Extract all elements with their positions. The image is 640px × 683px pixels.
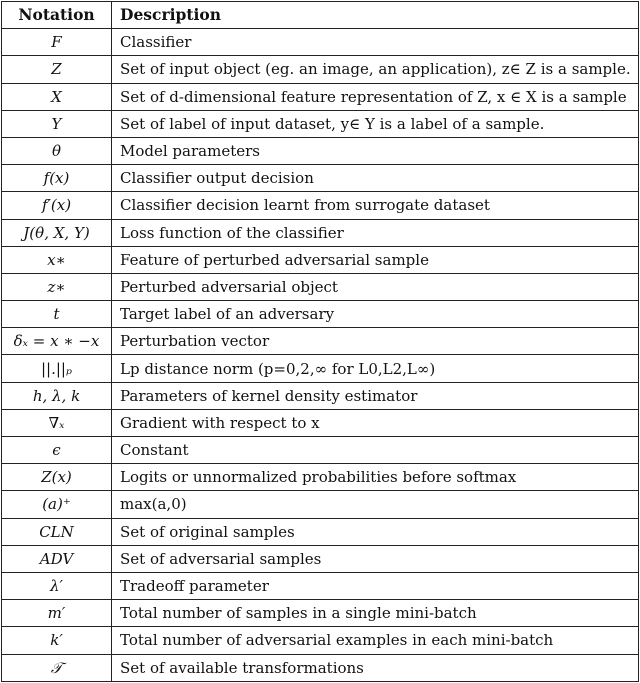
notation-cell: x∗: [2, 246, 112, 273]
description-cell: Loss function of the classifier: [112, 219, 639, 246]
notation-cell: θ: [2, 137, 112, 164]
notation-cell: ADV: [2, 545, 112, 572]
notation-cell: 𝒯: [2, 654, 112, 681]
description-cell: Target label of an adversary: [112, 301, 639, 328]
table-row: [2, 301, 639, 328]
description-cell: Total number of adversarial examples in each mini-batch: [112, 627, 639, 654]
description-cell: Classifier output decision: [112, 165, 639, 192]
table-row: [2, 110, 639, 137]
notation-cell: k′: [2, 627, 112, 654]
description-cell: Tradeoff parameter: [112, 572, 639, 599]
table-row: [2, 409, 639, 436]
table-body: [2, 29, 639, 682]
table-row: [2, 382, 639, 409]
table-row: [2, 56, 639, 83]
table-row: [2, 192, 639, 219]
description-cell: max(a,0): [112, 491, 639, 518]
description-cell: Set of adversarial samples: [112, 545, 639, 572]
description-cell: Classifier: [112, 29, 639, 56]
table-row: [2, 355, 639, 382]
table-row: [2, 137, 639, 164]
notation-cell: J(θ, X, Y): [2, 219, 112, 246]
notation-cell: h, λ, k: [2, 382, 112, 409]
description-cell: Gradient with respect to x: [112, 409, 639, 436]
description-cell: Logits or unnormalized probabilities before softmax: [112, 464, 639, 491]
notation-cell: Z: [2, 56, 112, 83]
notation-table: [1, 1, 639, 682]
notation-cell: m′: [2, 600, 112, 627]
table-row: [2, 518, 639, 545]
notation-cell: f(x): [2, 165, 112, 192]
notation-cell: λ′: [2, 572, 112, 599]
description-cell: Set of available transformations: [112, 654, 639, 681]
notation-cell: δₓ = x ∗ −x: [2, 328, 112, 355]
table-row: [2, 219, 639, 246]
notation-cell: t: [2, 301, 112, 328]
description-cell: Feature of perturbed adversarial sample: [112, 246, 639, 273]
table-row: [2, 600, 639, 627]
notation-cell: ||.||ₚ: [2, 355, 112, 382]
table-header: [2, 2, 639, 29]
notation-cell: F: [2, 29, 112, 56]
notation-column-header: Notation: [2, 2, 112, 29]
notation-cell: X: [2, 83, 112, 110]
notation-cell: f′(x): [2, 192, 112, 219]
description-cell: Lp distance norm (p=0,2,∞ for L0,L2,L∞): [112, 355, 639, 382]
description-cell: Constant: [112, 437, 639, 464]
notation-cell: CLN: [2, 518, 112, 545]
description-cell: Parameters of kernel density estimator: [112, 382, 639, 409]
table-row: [2, 627, 639, 654]
description-cell: Model parameters: [112, 137, 639, 164]
table-row: [2, 246, 639, 273]
table-row: [2, 572, 639, 599]
table-row: [2, 165, 639, 192]
description-cell: Perturbation vector: [112, 328, 639, 355]
description-cell: Set of label of input dataset, y∈ Y is a label of a sample.: [112, 110, 639, 137]
table-row: [2, 464, 639, 491]
description-cell: Total number of samples in a single mini-batch: [112, 600, 639, 627]
notation-cell: Z(x): [2, 464, 112, 491]
table-row: [2, 29, 639, 56]
description-cell: Perturbed adversarial object: [112, 273, 639, 300]
table-row: [2, 328, 639, 355]
description-cell: Set of d-dimensional feature representation of Z, x ∈ X is a sample: [112, 83, 639, 110]
notation-cell: z∗: [2, 273, 112, 300]
table-row: [2, 654, 639, 681]
description-cell: Set of original samples: [112, 518, 639, 545]
table-row: [2, 83, 639, 110]
notation-cell: (a)⁺: [2, 491, 112, 518]
table-row: [2, 491, 639, 518]
notation-cell: ∇ₓ: [2, 409, 112, 436]
notation-cell: Y: [2, 110, 112, 137]
header-row: [2, 2, 639, 29]
table-row: [2, 273, 639, 300]
table-row: [2, 545, 639, 572]
description-cell: Set of input object (eg. an image, an application), z∈ Z is a sample.: [112, 56, 639, 83]
notation-cell: ϵ: [2, 437, 112, 464]
table-row: [2, 437, 639, 464]
description-cell: Classifier decision learnt from surrogate dataset: [112, 192, 639, 219]
description-column-header: Description: [112, 2, 639, 29]
